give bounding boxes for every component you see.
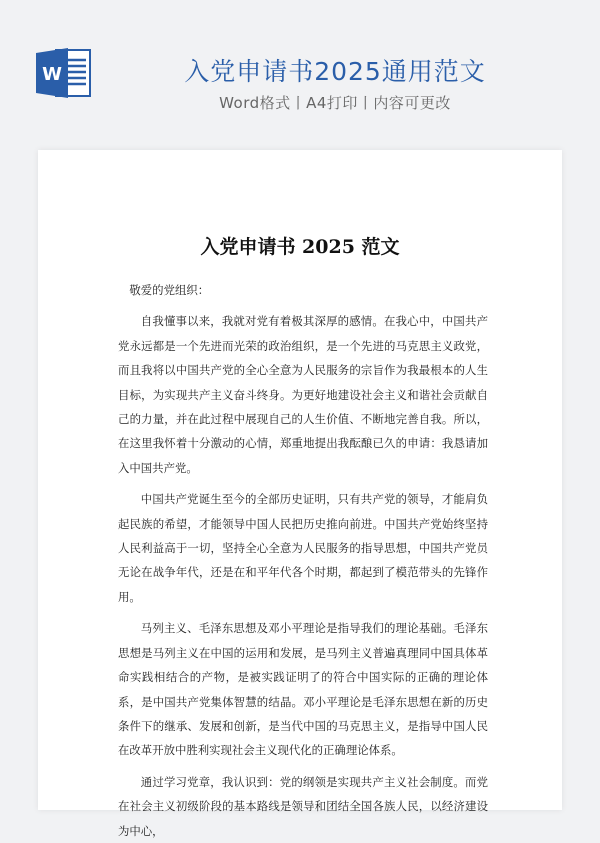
document-page (38, 150, 562, 838)
page-title: 入党申请书2025通用范文 (184, 57, 486, 86)
salutation: 敬爱的党组织： (129, 283, 210, 297)
paragraph: 通过学习党章，我认识到：党的纲领是实现共产主义社会制度。而党在社会主义初级阶段的基本路线是领导和团结全国各族人民，以经济建设为中心， (118, 774, 488, 838)
word-icon (36, 46, 92, 100)
paragraph: 中国共产党诞生至今的全部历史证明，只有共产党的领导，才能肩负起民族的希望，才能领导中国人民把历史推向前进。中国共产党始终坚持人民利益高于一切，坚持全心全意为人民服务的指导思想，中国共产党员无论在战争年代，还是在和平年代各个时期，都起到了模范带头的先锋作用。 (118, 492, 488, 604)
document-body (118, 278, 488, 843)
page-subtitle: Word格式丨A4打印丨内容可更改 (219, 94, 451, 112)
svg-text:W: W (42, 64, 62, 85)
page-header (0, 0, 600, 150)
paragraph: 自我懂事以来，我就对党有着极其深厚的感情。在我心中，中国共产党永远都是一个先进而光荣的政治组织，是一个先进的马克思主义政党，而且我将以中国共产党的全心全意为人民服务的宗旨作为我最根本的人生目标，为实现共产主义奋斗终身。为更好地建设社会主义和谐社会贡献自己的力量，并在此过程中展现自己的人生价值、不断地完善自我。所以，在这里我怀着十分激动的心情，郑重地提出我酝酿已久的申请：我恳请加入中国共产党。 (118, 314, 488, 475)
paragraph: 马列主义、毛泽东思想及邓小平理论是指导我们的理论基础。毛泽东思想是马列主义在中国的运用和发展，是马列主义普遍真理同中国具体革命实践相结合的产物，是被实践证明了的符合中国实际的正确的理论体系，是中国共产党集体智慧的结晶。邓小平理论是毛泽东思想在新的历史条件下的继承、发展和创新，是当代中国的马克思主义，是指导中国人民在改革开放中胜利实现社会主义现代化的正确理论体系。 (118, 621, 488, 758)
document-title: 入党申请书 2025 范文 (200, 236, 400, 258)
